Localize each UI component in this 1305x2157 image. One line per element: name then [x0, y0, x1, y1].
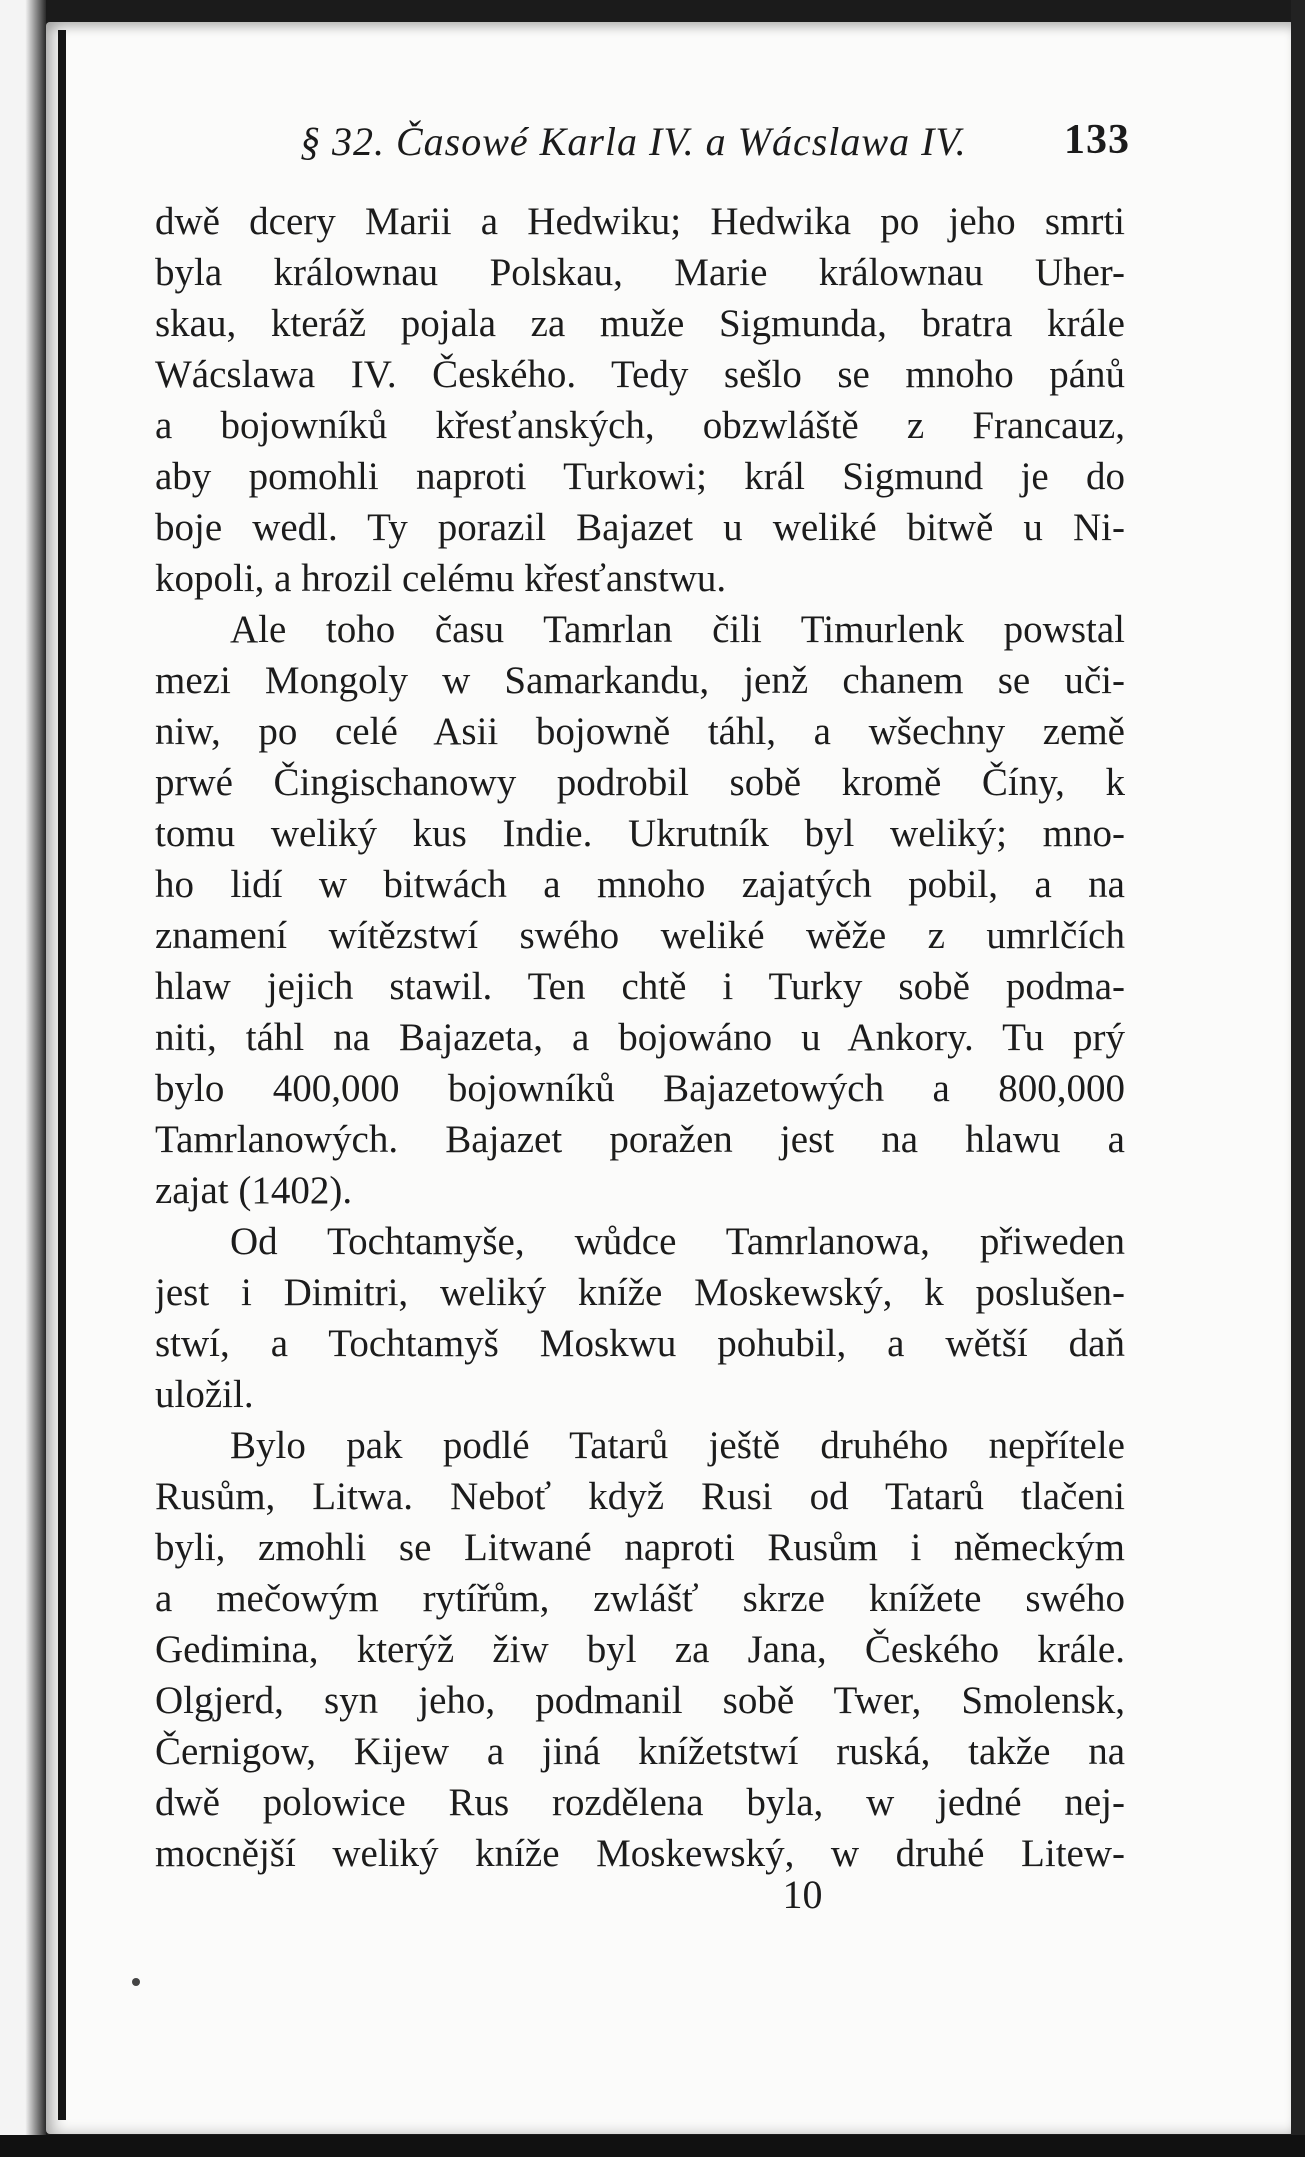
text-line: tomu weliký kus Indie. Ukrutník byl weliký; mno- — [155, 812, 1125, 855]
running-header — [300, 112, 1130, 172]
book-spine — [0, 0, 46, 2157]
paper-speck — [132, 1978, 140, 1986]
page-edge-right — [1291, 0, 1305, 2157]
gutter-shadow — [58, 30, 66, 2120]
text-line: prwé Čingischanowy podrobil sobě kromě Číny, k — [155, 761, 1125, 804]
text-line: Ale toho času Tamrlan čili Timurlenk powstal — [230, 608, 1125, 651]
text-line: a bojowníků křesťanských, obzwláště z Francauz, — [155, 404, 1125, 447]
text-line: ho lidí w bitwách a mnoho zajatých pobil, a na — [155, 863, 1125, 906]
text-line: skau, kteráž pojala za muže Sigmunda, bratra krále — [155, 302, 1125, 345]
text-line: Tamrlanowých. Bajazet poražen jest na hlawu a — [155, 1118, 1125, 1161]
text-line: boje wedl. Ty porazil Bajazet u weliké bitwě u Ni- — [155, 506, 1125, 549]
signature-mark: 10 — [782, 1872, 823, 1917]
text-line: zajat (1402). — [155, 1169, 353, 1212]
text-line: niw, po celé Asii bojowně táhl, a wšechny země — [155, 710, 1125, 753]
text-line: byla králownau Polskau, Marie králownau Uher- — [155, 251, 1125, 294]
text-line: bylo 400,000 bojowníků Bajazetowých a 800,000 — [155, 1067, 1125, 1110]
text-line: byli, zmohli se Litwané naproti Rusům i německým — [155, 1526, 1125, 1569]
section-title: § 32. Časowé Karla IV. a Wácslawa IV. — [300, 119, 967, 164]
text-line: kopoli, a hrozil celému křesťanstwu. — [155, 557, 727, 600]
text-line: dwě dcery Marii a Hedwiku; Hedwika po jeho smrti — [155, 200, 1125, 243]
text-line: dwě polowice Rus rozdělena byla, w jedné nej- — [155, 1781, 1125, 1824]
text-line: Od Tochtamyše, wůdce Tamrlanowa, přiweden — [230, 1220, 1125, 1263]
text-line: Olgjerd, syn jeho, podmanil sobě Twer, Smolensk, — [155, 1679, 1125, 1722]
text-line: aby pomohli naproti Turkowi; král Sigmund je do — [155, 455, 1125, 498]
text-line: Wácslawa IV. Českého. Tedy sešlo se mnoho pánů — [155, 353, 1125, 396]
text-line: a mečowým rytířům, zwlášť skrze knížete swého — [155, 1577, 1125, 1620]
text-line: stwí, a Tochtamyš Moskwu pohubil, a wětší daň — [155, 1322, 1125, 1365]
text-line: niti, táhl na Bajazeta, a bojowáno u Ankory. Tu prý — [155, 1016, 1125, 1059]
body-text — [155, 196, 1125, 1879]
text-line: hlaw jejich stawil. Ten chtě i Turky sobě podma- — [155, 965, 1125, 1008]
text-line: mezi Mongoly w Samarkandu, jenž chanem se uči- — [155, 659, 1125, 702]
text-line: Černigow, Kijew a jiná knížetstwí ruská, takže na — [155, 1730, 1125, 1773]
page-edge-bottom — [0, 2135, 1305, 2157]
page-number: 133 — [1064, 117, 1130, 163]
text-line: jest i Dimitri, weliký kníže Moskewský, k poslušen- — [155, 1271, 1125, 1314]
text-line: Gedimina, kterýž žiw byl za Jana, Českého krále. — [155, 1628, 1125, 1671]
text-line: mocnější weliký kníže Moskewský, w druhé Litew- — [155, 1832, 1125, 1875]
text-line: znamení wítězstwí swého weliké wěže z umrlčích — [155, 914, 1125, 957]
text-line: Rusům, Litwa. Neboť když Rusi od Tatarů tlačeni — [155, 1475, 1125, 1518]
text-line: uložil. — [155, 1373, 254, 1416]
text-line: Bylo pak podlé Tatarů ještě druhého nepřítele — [230, 1424, 1125, 1467]
